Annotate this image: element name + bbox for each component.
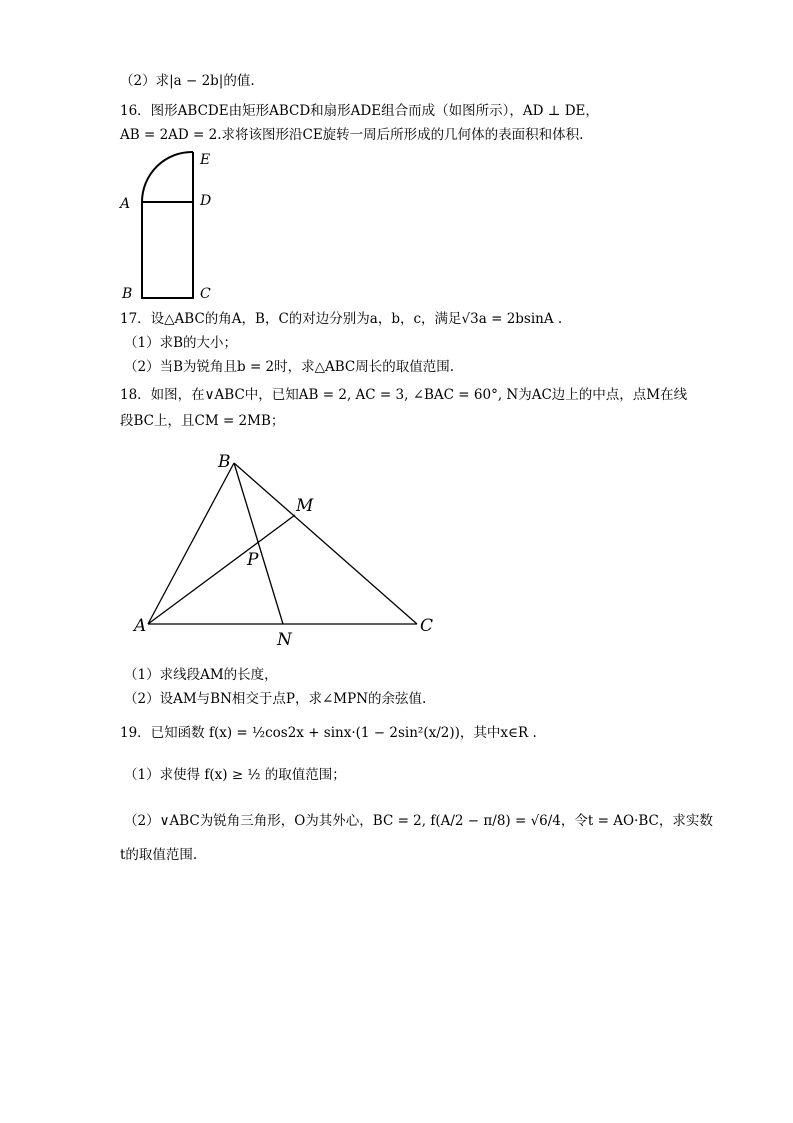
- q17-part1: （1）求B的大小；: [124, 335, 238, 351]
- q17-part2: （2）当B为锐角且b = 2时，求△ABC周长的取值范围.: [124, 359, 455, 375]
- figure-triangle-abc: [130, 445, 450, 655]
- q17-stem: 17．设△ABC的角A，B，C的对边分别为a，b，c，满足√3a = 2bsinA .: [120, 311, 563, 327]
- q16-line2: AB = 2AD = 2.求将该图形沿CE旋转一周后所形成的几何体的表面积和体积.: [120, 127, 584, 143]
- q19-part1: （1）求使得 f(x) ≥ ½ 的取值范围；: [124, 767, 346, 783]
- q18-line1: 18．如图，在∨ABC中，已知AB = 2, AC = 3, ∠BAC = 60°, N为AC边上的中点，点M在线: [120, 387, 688, 403]
- figure-abcde: [110, 145, 220, 305]
- label-m: M: [296, 496, 314, 516]
- label-c: C: [420, 616, 434, 636]
- label-b: B: [122, 286, 133, 302]
- label-e: E: [200, 152, 211, 168]
- label-a: A: [120, 196, 131, 212]
- label-n: N: [277, 630, 292, 650]
- q19-part2-end: t的取值范围.: [120, 847, 198, 863]
- q15-part2: （2）求|a − 2b|的值.: [120, 73, 255, 89]
- q18-part2: （2）设AM与BN相交于点P，求∠MPN的余弦值.: [124, 691, 427, 707]
- q18-line2: 段BC上，且CM = 2MB；: [120, 413, 285, 429]
- label-d: D: [200, 193, 212, 209]
- q16-line1: 16．图形ABCDE由矩形ABCD和扇形ADE组合而成（如图所示），AD ⊥ DE，: [120, 103, 599, 119]
- label-a: A: [134, 616, 147, 636]
- label-b: B: [218, 452, 231, 472]
- q19-part2: （2）∨ABC为锐角三角形，O为其外心，BC = 2, f(A/2 − π/8) = √6/4，令t = AO·BC，求实数: [124, 813, 713, 829]
- q18-part1: （1）求线段AM的长度，: [124, 667, 278, 683]
- label-p: P: [247, 550, 259, 570]
- q19-stem: 19．已知函数 f(x) = ½cos2x + sinx·(1 − 2sin²(x/2))，其中x∈R .: [120, 725, 537, 741]
- label-c: C: [200, 286, 211, 302]
